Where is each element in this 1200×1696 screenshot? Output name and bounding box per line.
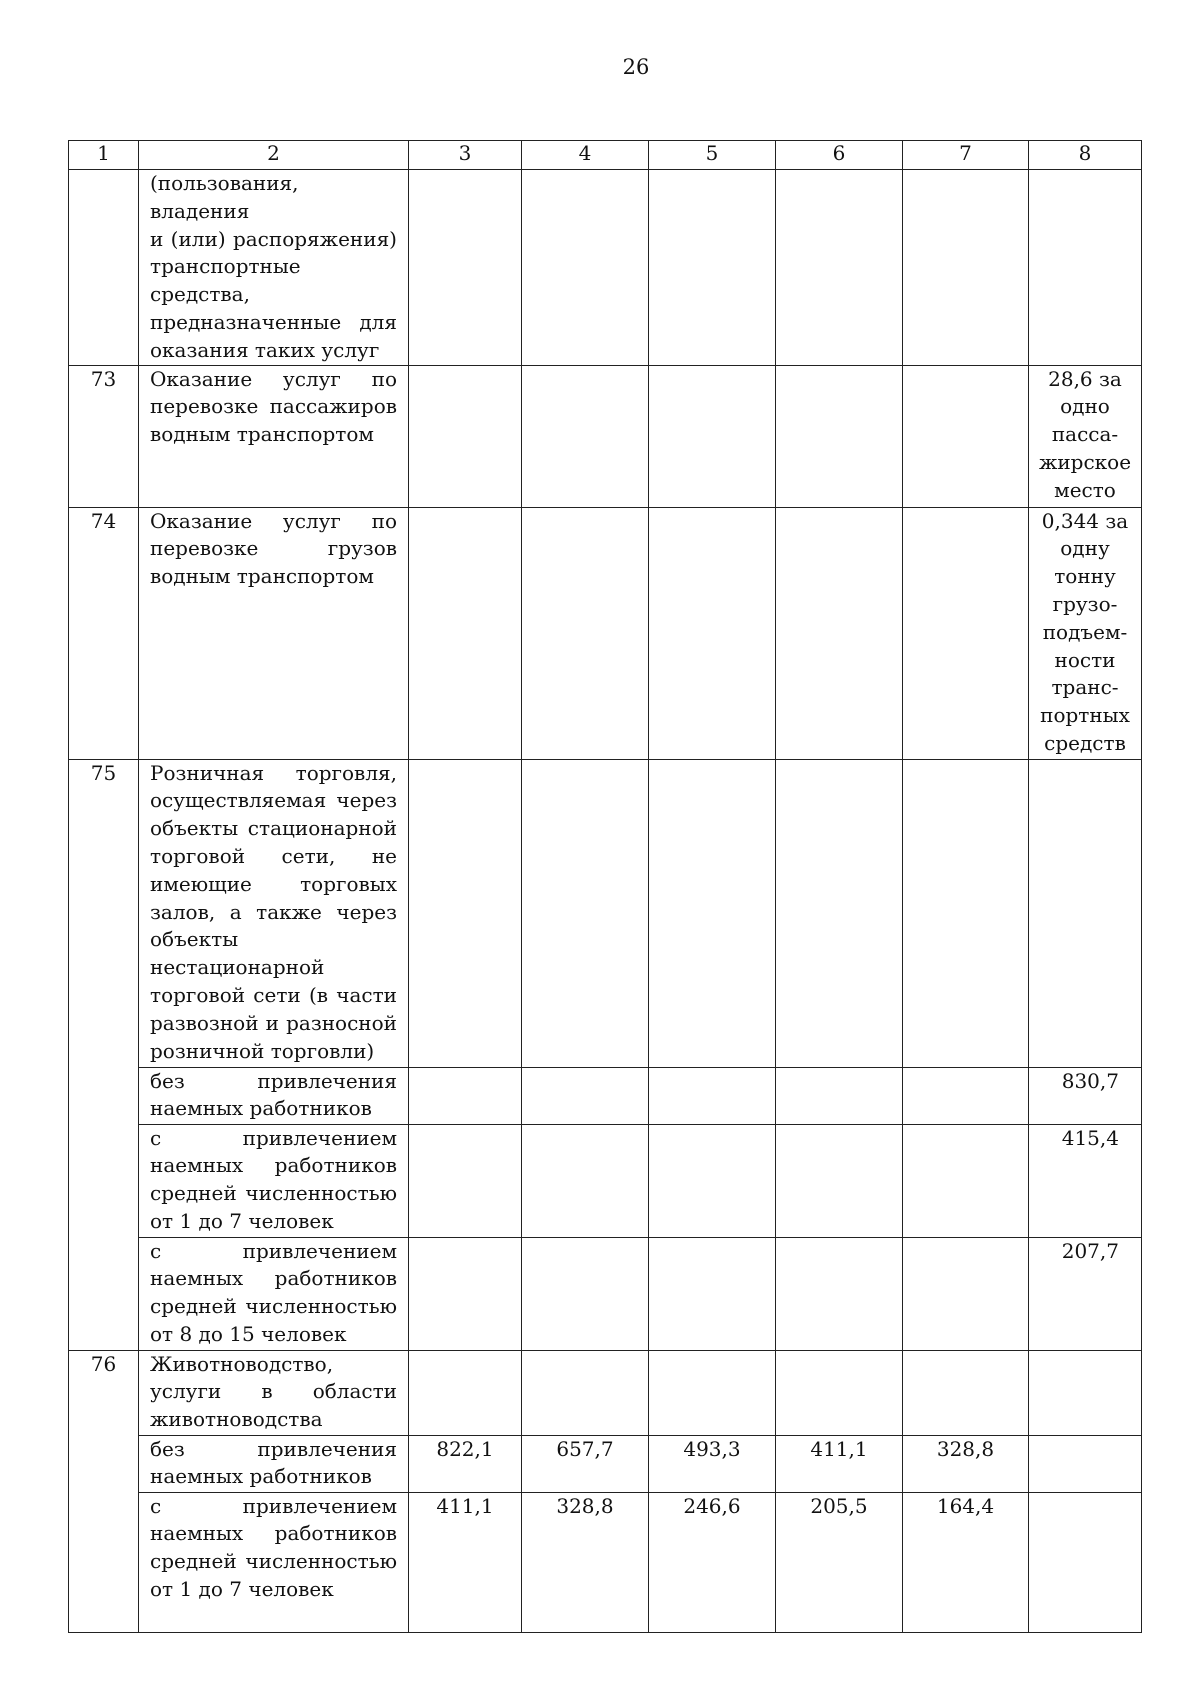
value-cell xyxy=(903,759,1029,1067)
text-line: Оказание услуг по xyxy=(150,508,397,533)
value-cell xyxy=(409,1124,522,1237)
text-line: Розничная торговля, xyxy=(150,760,397,785)
text-line: средней численностью xyxy=(150,1549,397,1574)
subcategory-description xyxy=(139,1124,409,1237)
text-line: без привлечения xyxy=(150,1068,397,1093)
text-line: с привлечением xyxy=(150,1493,397,1518)
value-cell xyxy=(1029,1350,1142,1435)
value-cell xyxy=(903,507,1029,759)
value-cell xyxy=(903,1067,1029,1124)
column-number: 7 xyxy=(903,141,1029,170)
text-line: водным транспортом xyxy=(150,422,374,447)
value-cell xyxy=(649,507,776,759)
text-line: животноводства xyxy=(150,1407,323,1432)
rate-value xyxy=(1029,365,1142,507)
value-cell xyxy=(1029,170,1142,366)
text-line: средств xyxy=(1044,730,1126,755)
text-line: портных xyxy=(1040,703,1130,728)
column-number: 3 xyxy=(409,141,522,170)
value-cell xyxy=(903,365,1029,507)
text-line: развозной и разносной xyxy=(150,1010,397,1035)
text-line: осуществляемая через xyxy=(150,788,397,813)
value-cell xyxy=(649,1237,776,1350)
value-cell xyxy=(649,1124,776,1237)
table-subrow xyxy=(69,1237,1142,1350)
value-cell xyxy=(409,365,522,507)
value-cell xyxy=(522,170,649,366)
column-number: 4 xyxy=(522,141,649,170)
rate-value: 328,8 xyxy=(903,1435,1029,1492)
text-line: Оказание услуг по xyxy=(150,366,397,391)
value-cell xyxy=(649,1067,776,1124)
activity-description xyxy=(139,1350,409,1435)
value-cell xyxy=(776,170,903,366)
table-subrow xyxy=(69,1492,1142,1632)
value-cell xyxy=(409,1067,522,1124)
text-line: наемных работников xyxy=(150,1153,397,1178)
value-cell xyxy=(776,1067,903,1124)
subcategory-description xyxy=(139,1492,409,1632)
text-line: Животноводство, xyxy=(150,1351,334,1376)
value-cell xyxy=(409,170,522,366)
rate-value: 411,1 xyxy=(409,1492,522,1632)
value-cell xyxy=(1029,1435,1142,1492)
value-cell xyxy=(776,759,903,1067)
subcategory-description xyxy=(139,1067,409,1124)
text-line: пасса- xyxy=(1051,422,1119,447)
value-cell xyxy=(776,1237,903,1350)
text-line: с привлечением xyxy=(150,1238,397,1263)
text-line: тонну xyxy=(1054,564,1116,589)
rate-value: 830,7 xyxy=(1029,1067,1142,1124)
text-line: торговой сети (в части xyxy=(150,982,397,1007)
value-cell xyxy=(649,759,776,1067)
value-cell xyxy=(522,1067,649,1124)
table-row xyxy=(69,759,1142,1067)
text-line: 0,344 за xyxy=(1041,508,1129,533)
value-cell xyxy=(903,1124,1029,1237)
page-number: 26 xyxy=(622,55,650,79)
value-cell xyxy=(649,1350,776,1435)
text-line: жирское xyxy=(1038,449,1132,474)
column-number-row xyxy=(69,141,1142,170)
text-line: розничной торговли) xyxy=(150,1038,375,1063)
value-cell xyxy=(409,507,522,759)
rate-value: 822,1 xyxy=(409,1435,522,1492)
row-number: 73 xyxy=(69,365,139,507)
text-line: транс- xyxy=(1051,675,1119,700)
value-cell xyxy=(1029,1492,1142,1632)
column-number: 8 xyxy=(1029,141,1142,170)
value-cell xyxy=(649,365,776,507)
subcategory-description xyxy=(139,1435,409,1492)
activity-description xyxy=(139,170,409,366)
row-number: 75 xyxy=(69,759,139,1350)
value-cell xyxy=(522,759,649,1067)
value-cell xyxy=(649,170,776,366)
row-number: 76 xyxy=(69,1350,139,1632)
value-cell xyxy=(903,170,1029,366)
activity-description xyxy=(139,365,409,507)
text-line: перевозке пассажиров xyxy=(150,394,397,419)
column-number: 5 xyxy=(649,141,776,170)
text-line: объекты xyxy=(150,927,239,952)
activity-description xyxy=(139,759,409,1067)
text-line: ности xyxy=(1054,647,1116,672)
text-line: наемных работников xyxy=(150,1266,397,1291)
value-cell xyxy=(522,507,649,759)
text-line: средней численностью xyxy=(150,1294,397,1319)
text-line: объекты стационарной xyxy=(150,816,397,841)
table-row xyxy=(69,1350,1142,1435)
value-cell xyxy=(409,759,522,1067)
table-subrow xyxy=(69,1124,1142,1237)
value-cell xyxy=(1029,759,1142,1067)
rate-value: 657,7 xyxy=(522,1435,649,1492)
text-line: предназначенные для xyxy=(150,309,397,334)
text-line: водным транспортом xyxy=(150,564,374,589)
table-subrow xyxy=(69,1067,1142,1124)
table-subrow xyxy=(69,1435,1142,1492)
table-row xyxy=(69,507,1142,759)
rate-value: 411,1 xyxy=(776,1435,903,1492)
value-cell xyxy=(522,1237,649,1350)
value-cell xyxy=(903,1350,1029,1435)
continuation-row xyxy=(69,170,1142,366)
text-line: (пользования, владения xyxy=(150,171,299,223)
text-line: одно xyxy=(1060,394,1110,419)
row-number xyxy=(69,170,139,366)
text-line: 28,6 за xyxy=(1048,366,1122,391)
text-line: транспортные средства, xyxy=(150,254,301,307)
text-line: и (или) распоряжения) xyxy=(150,226,397,251)
text-line: наемных работников xyxy=(150,1464,372,1489)
table-row xyxy=(69,365,1142,507)
value-cell xyxy=(522,1350,649,1435)
rate-value: 207,7 xyxy=(1029,1237,1142,1350)
column-number: 2 xyxy=(139,141,409,170)
text-line: нестационарной xyxy=(150,955,325,980)
text-line: подъем- xyxy=(1042,619,1128,644)
rate-value: 328,8 xyxy=(522,1492,649,1632)
rate-value: 164,4 xyxy=(903,1492,1029,1632)
text-line: имеющие торговых xyxy=(150,871,397,896)
text-line: средней численностью xyxy=(150,1181,397,1206)
text-line: наемных работников xyxy=(150,1096,372,1121)
rates-table xyxy=(68,140,1142,1633)
value-cell xyxy=(776,365,903,507)
rate-value: 415,4 xyxy=(1029,1124,1142,1237)
text-line: перевозке грузов xyxy=(150,536,397,561)
value-cell xyxy=(522,1124,649,1237)
column-number: 6 xyxy=(776,141,903,170)
activity-description xyxy=(139,507,409,759)
text-line: без привлечения xyxy=(150,1436,397,1461)
column-number: 1 xyxy=(69,141,139,170)
rate-value: 205,5 xyxy=(776,1492,903,1632)
rate-value: 246,6 xyxy=(649,1492,776,1632)
rate-value: 493,3 xyxy=(649,1435,776,1492)
text-line: торговой сети, не xyxy=(150,843,397,868)
value-cell xyxy=(903,1237,1029,1350)
value-cell xyxy=(776,1350,903,1435)
text-line: с привлечением xyxy=(150,1125,397,1150)
value-cell xyxy=(776,507,903,759)
text-line: от 1 до 7 человек xyxy=(150,1576,334,1601)
value-cell xyxy=(409,1350,522,1435)
text-line: одну xyxy=(1060,536,1110,561)
text-line: от 1 до 7 человек xyxy=(150,1208,334,1233)
text-line: грузо- xyxy=(1052,591,1118,616)
text-line: наемных работников xyxy=(150,1521,397,1546)
value-cell xyxy=(409,1237,522,1350)
rate-value xyxy=(1029,507,1142,759)
text-line: место xyxy=(1054,477,1116,502)
subcategory-description xyxy=(139,1237,409,1350)
value-cell xyxy=(776,1124,903,1237)
row-number: 74 xyxy=(69,507,139,759)
text-line: от 8 до 15 человек xyxy=(150,1321,347,1346)
text-line: услуги в области xyxy=(150,1379,397,1404)
text-line: залов, а также через xyxy=(150,899,397,924)
text-line: оказания таких услуг xyxy=(150,337,380,362)
value-cell xyxy=(522,365,649,507)
